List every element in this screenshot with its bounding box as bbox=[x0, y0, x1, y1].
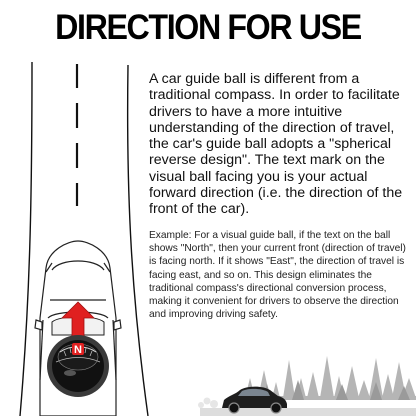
compass-letter: N bbox=[74, 344, 82, 356]
page-title: DIRECTION FOR USE bbox=[55, 8, 361, 47]
exhaust-smoke bbox=[198, 398, 218, 409]
compass-ball-icon bbox=[47, 335, 109, 397]
main-description: A car guide ball is different from a traditional compass. In order to facilitate drivers to have a more intuitive understanding of the direction of travel, the car's guide ball adopts a "spherical reverse design". The text mark on the visual ball facing you is your actual forward direction (i.e. the direction of the front of the car). bbox=[149, 71, 403, 218]
example-description: Example: For a visual guide ball, if the text on the ball shows "North", then your current front (direction of travel) is facing north. If it shows "East", the direction of travel is facing east, and so on. This design eliminates the traditional compass's directional conversion process, making it convenient for drivers to observe the direction and improving driving safety. bbox=[149, 230, 406, 321]
